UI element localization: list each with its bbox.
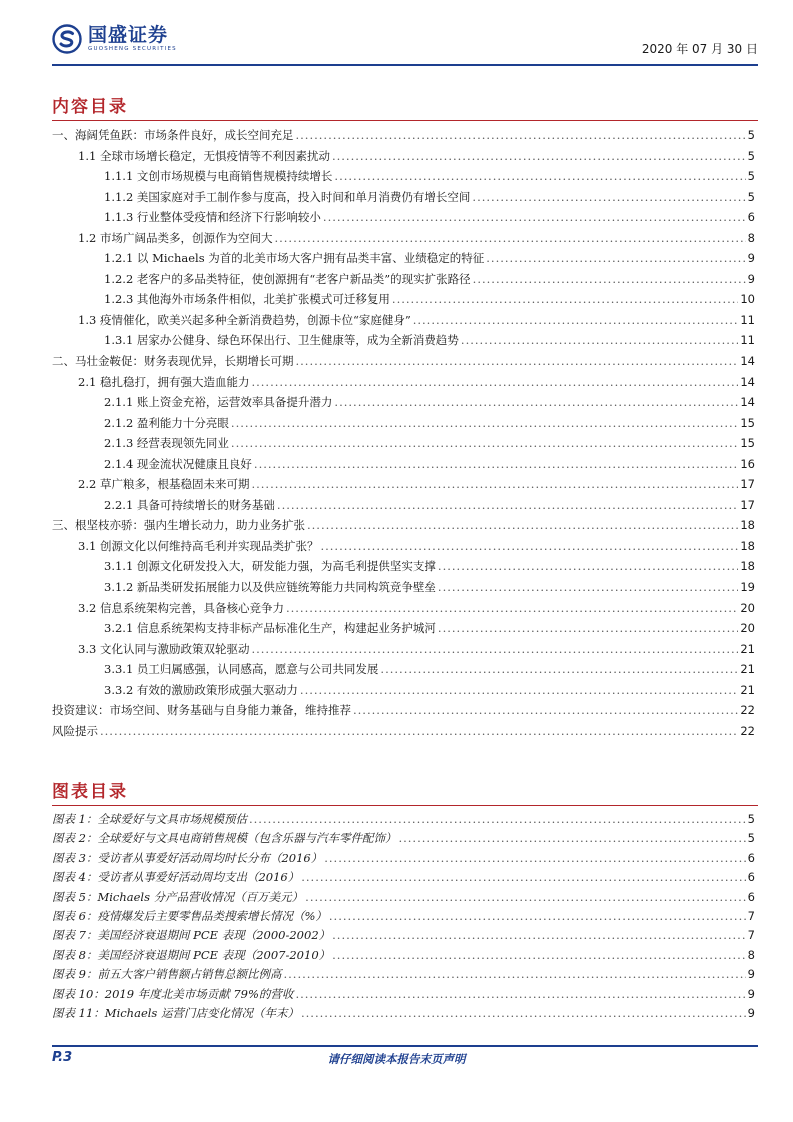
toc-entry-page: 11 [740, 312, 755, 327]
figure-entry-title: 图表 2：全球爱好与文具电商销售规模（包含乐器与汽车零件配饰） [52, 831, 397, 846]
figure-entry[interactable] [52, 986, 755, 1005]
figure-entry[interactable] [52, 830, 755, 849]
figure-entry-page: 7 [747, 908, 755, 923]
figures-list [52, 811, 755, 1024]
dot-leader [486, 251, 745, 265]
toc-entry[interactable] [52, 394, 755, 415]
dot-leader [283, 967, 745, 981]
toc-entry-page: 18 [740, 559, 755, 574]
dot-leader [295, 987, 745, 1001]
footer-divider [52, 1045, 758, 1047]
figure-entry[interactable] [52, 869, 755, 888]
toc-entry-page: 14 [740, 374, 755, 389]
logo-name-cn: 国盛证券 [88, 24, 169, 46]
figure-entry[interactable] [52, 908, 755, 927]
toc-entry[interactable] [52, 661, 755, 682]
toc-entry-page: 21 [740, 662, 755, 677]
figure-entry-page: 7 [747, 928, 755, 943]
figure-entry[interactable] [52, 966, 755, 985]
dot-leader [231, 416, 738, 430]
dot-leader [398, 831, 745, 845]
toc-entry-title: 2.1.4 现金流状况健康且良好 [104, 456, 252, 471]
toc-entry[interactable] [52, 230, 755, 251]
figure-entry-page: 6 [747, 850, 755, 865]
toc-entry[interactable] [52, 723, 755, 744]
toc-entry[interactable] [52, 353, 755, 374]
toc-entry[interactable] [52, 558, 755, 579]
dot-leader [473, 272, 746, 286]
toc-entry-title: 三、根坚枝亦骄：强内生增长动力，助力业务扩张 [52, 518, 305, 533]
toc-entry[interactable] [52, 189, 755, 210]
toc-entry[interactable] [52, 579, 755, 600]
dot-leader [413, 313, 739, 327]
toc-entry-title: 1.1 全球市场增长稳定，无惧疫情等不利因素扰动 [78, 148, 330, 163]
figure-entry-page: 6 [747, 889, 755, 904]
toc-entry-title: 投资建议：市场空间、财务基础与自身能力兼备，维持推荐 [52, 703, 351, 718]
figure-entry-page: 8 [747, 947, 755, 962]
toc-entry-title: 3.3.2 有效的激励政策形成强大驱动力 [104, 682, 298, 697]
toc-entry-page: 16 [740, 456, 755, 471]
toc-entry[interactable] [52, 702, 755, 723]
toc-entry-page: 5 [747, 189, 755, 204]
toc-entry-page: 18 [740, 538, 755, 553]
toc-entry-title: 3.3.1 员工归属感强，认同感高，愿意与公司共同发展 [104, 662, 379, 677]
toc-entry-page: 17 [740, 477, 755, 492]
dot-leader [323, 210, 746, 224]
dot-leader [301, 1006, 746, 1020]
figure-entry-page: 5 [747, 831, 755, 846]
dot-leader [305, 890, 746, 904]
toc-entry-title: 2.1.2 盈利能力十分亮眼 [104, 415, 229, 430]
toc-entry-page: 20 [740, 600, 755, 615]
toc-entry[interactable] [52, 250, 755, 271]
dot-leader [274, 231, 745, 245]
toc-entry-page: 18 [740, 518, 755, 533]
figure-entry-title: 图表 4：受访者从事爱好活动周均支出（2016） [52, 870, 300, 885]
toc-entry-page: 14 [740, 354, 755, 369]
toc-entry-title: 1.3.1 居家办公健身、绿色环保出行、卫生健康等，成为全新消费趋势 [104, 333, 459, 348]
toc-entry-page: 14 [740, 395, 755, 410]
dot-leader [472, 190, 745, 204]
toc-entry[interactable] [52, 476, 755, 497]
toc-entry[interactable] [52, 600, 755, 621]
toc-entry[interactable] [52, 415, 755, 436]
toc-title: 内容目录 [52, 97, 128, 117]
report-date: 2020 年 07 月 30 日 [641, 42, 758, 56]
dot-leader [300, 683, 738, 697]
toc-entry-title: 1.3 疫情催化，欧美兴起多种全新消费趋势，创源卡位“家庭健身” [78, 312, 411, 327]
toc-entry-title: 2.1.1 账上资金充裕，运营效率具备提升潜力 [104, 395, 333, 410]
figure-entry-page: 9 [747, 986, 755, 1001]
figure-entry-title: 图表 11：Michaels 运营门店变化情况（年末） [52, 1005, 299, 1020]
toc-entry-page: 21 [740, 682, 755, 697]
dot-leader [251, 642, 738, 656]
toc-entry-title: 3.1.2 新品类研发拓展能力以及供应链统筹能力共同构筑竞争壁垒 [104, 580, 436, 595]
toc-entry-page: 20 [740, 621, 755, 636]
dot-leader [438, 580, 738, 594]
toc-entry-title: 1.2.2 老客户的多品类特征，使创源拥有“老客户新品类”的现实扩张路径 [104, 271, 471, 286]
toc-entry[interactable] [52, 291, 755, 312]
toc-entry-page: 17 [740, 497, 755, 512]
figure-entry-title: 图表 7：美国经济衰退期间 PCE 表现（2000-2002） [52, 928, 331, 943]
figure-entry[interactable] [52, 947, 755, 966]
dot-leader [353, 703, 738, 717]
toc-entry[interactable] [52, 641, 755, 662]
toc-entry[interactable] [52, 517, 755, 538]
footer-disclaimer: 请仔细阅读本报告末页声明 [327, 1052, 466, 1066]
dot-leader [301, 870, 745, 884]
header-divider [52, 64, 758, 66]
toc-entry[interactable] [52, 538, 755, 559]
dot-leader [320, 539, 738, 553]
toc-title-divider [52, 120, 758, 121]
toc-entry-title: 2.1 稳扎稳打，拥有强大造血能力 [78, 374, 250, 389]
toc-entry-title: 一、海阔凭鱼跃：市场条件良好，成长空间充足 [52, 128, 294, 142]
toc-entry[interactable] [52, 312, 755, 333]
dot-leader [251, 375, 738, 389]
dot-leader [254, 457, 738, 471]
toc-entry-page: 9 [747, 251, 755, 266]
page-number: P.3 [52, 1050, 73, 1065]
dot-leader [332, 149, 746, 163]
figure-entry-page: 9 [747, 1005, 755, 1020]
toc-entry-title: 3.1 创源文化以何维持高毛利并实现品类扩张？ [78, 538, 319, 553]
toc-entry-title: 1.1.1 文创市场规模与电商销售规模持续增长 [104, 169, 333, 184]
toc-entry[interactable] [52, 620, 755, 641]
figure-entry-page: 9 [747, 967, 755, 982]
dot-leader [286, 601, 738, 615]
figure-entry-title: 图表 6：疫情爆发后主要零售品类搜索增长情况（%） [52, 908, 327, 923]
figure-entry-title: 图表 9：前五大客户销售额占销售总额比例高 [52, 967, 282, 982]
dot-leader [438, 621, 738, 635]
dot-leader [461, 333, 738, 347]
dot-leader [296, 354, 739, 368]
dot-leader [296, 128, 746, 142]
toc-entry-title: 2.1.3 经营表现领先同业 [104, 436, 229, 451]
toc-entry-title: 风险提示 [52, 723, 98, 738]
figure-entry-title: 图表 3：受访者从事爱好活动周均时长分布（2016） [52, 850, 323, 865]
figures-title: 图表目录 [52, 782, 128, 802]
dot-leader [249, 812, 746, 826]
toc-entry-title: 1.2 市场广阔品类多，创源作为空间大 [78, 230, 273, 245]
toc-entry-page: 6 [747, 210, 755, 225]
dot-leader [307, 518, 738, 532]
dot-leader [380, 662, 738, 676]
figures-title-divider [52, 805, 758, 806]
toc-entry[interactable] [52, 127, 755, 148]
dot-leader [438, 559, 738, 573]
toc-entry-page: 11 [740, 333, 755, 348]
toc-entry-page: 8 [747, 230, 755, 245]
toc-entry[interactable] [52, 497, 755, 518]
toc-entry-page: 5 [747, 148, 755, 163]
toc-entry-title: 1.2.1 以 Michaels 为首的北美市场大客户拥有品类丰富、业绩稳定的特征 [104, 251, 485, 266]
toc-entry-page: 19 [740, 580, 755, 595]
figure-entry-title: 图表 8：美国经济衰退期间 PCE 表现（2007-2010） [52, 947, 331, 962]
toc-entry-title: 二、马壮金鞍促：财务表现优异，长期增长可期 [52, 354, 294, 369]
toc-entry-title: 3.2.1 信息系统架构支持非标产品标准化生产，构建起业务护城河 [104, 621, 436, 636]
toc-entry-page: 5 [747, 169, 755, 184]
toc-entry[interactable] [52, 209, 755, 230]
toc-entry-page: 15 [740, 415, 755, 430]
toc-list [52, 127, 755, 743]
toc-entry[interactable] [52, 374, 755, 395]
toc-entry-page: 22 [740, 703, 755, 718]
logo-mark-icon [52, 24, 82, 54]
dot-leader [324, 851, 745, 865]
figure-entry[interactable] [52, 889, 755, 908]
page-header [52, 22, 758, 62]
toc-entry[interactable] [52, 168, 755, 189]
figure-entry-page: 5 [747, 812, 755, 826]
toc-entry-page: 22 [740, 723, 755, 738]
dot-leader [334, 395, 738, 409]
figure-entry-title: 图表 5：Michaels 分产品营收情况（百万美元） [52, 889, 304, 904]
dot-leader [334, 169, 745, 183]
toc-entry[interactable] [52, 435, 755, 456]
toc-entry-page: 9 [747, 271, 755, 286]
toc-entry[interactable] [52, 682, 755, 703]
figure-entry-title: 图表 10：2019 年度北美市场贡献 79%的营收 [52, 986, 294, 1001]
figure-entry[interactable] [52, 927, 755, 946]
dot-leader [100, 724, 738, 738]
figure-entry[interactable] [52, 811, 755, 830]
toc-entry[interactable] [52, 148, 755, 169]
toc-entry[interactable] [52, 271, 755, 292]
dot-leader [277, 498, 738, 512]
dot-leader [332, 948, 746, 962]
logo-name-en: GUOSHENG SECURITIES [88, 46, 177, 52]
toc-entry[interactable] [52, 332, 755, 353]
toc-entry-title: 3.2 信息系统架构完善，具备核心竞争力 [78, 600, 284, 615]
figure-entry-page: 6 [747, 870, 755, 885]
figure-entry-title: 图表 1：全球爱好与文具市场规模预估 [52, 812, 247, 826]
toc-entry-title: 1.2.3 其他海外市场条件相似，北美扩张模式可迁移复用 [104, 292, 390, 307]
toc-entry-title: 3.1.1 创源文化研发投入大，研发能力强，为高毛利提供坚实支撑 [104, 559, 436, 574]
toc-entry-page: 5 [747, 128, 755, 142]
toc-entry-title: 2.2 草广粮多，根基稳固未来可期 [78, 477, 250, 492]
toc-entry[interactable] [52, 456, 755, 477]
company-logo [52, 24, 177, 54]
toc-entry-title: 3.3 文化认同与激励政策双轮驱动 [78, 641, 250, 656]
dot-leader [251, 477, 738, 491]
dot-leader [231, 436, 738, 450]
toc-entry-page: 10 [740, 292, 755, 307]
figure-entry[interactable] [52, 1005, 755, 1024]
toc-entry-title: 1.1.3 行业整体受疫情和经济下行影响较小 [104, 210, 321, 225]
dot-leader [329, 909, 746, 923]
toc-entry-page: 21 [740, 641, 755, 656]
toc-entry-title: 1.1.2 美国家庭对手工制作参与度高，投入时间和单月消费仍有增长空间 [104, 189, 471, 204]
toc-entry-title: 2.2.1 具备可持续增长的财务基础 [104, 497, 275, 512]
toc-entry-page: 15 [740, 436, 755, 451]
figure-entry[interactable] [52, 850, 755, 869]
dot-leader [332, 928, 746, 942]
dot-leader [392, 292, 738, 306]
